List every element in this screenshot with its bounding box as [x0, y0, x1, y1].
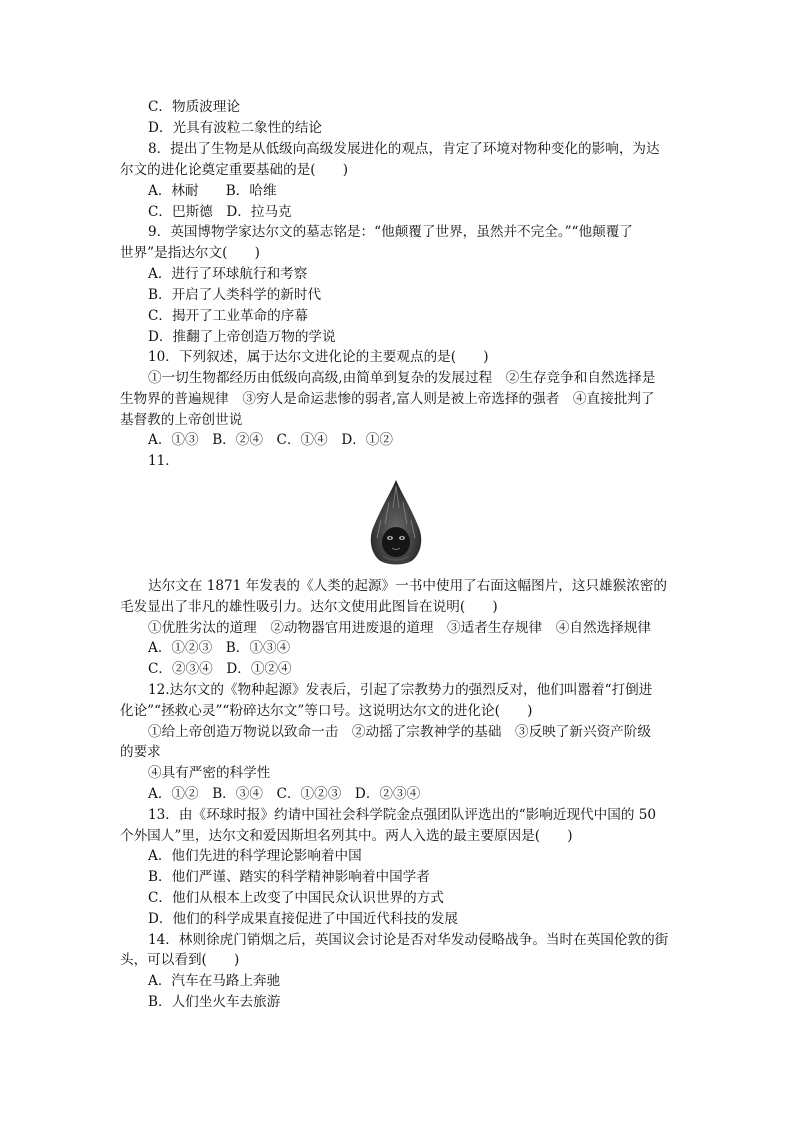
text-line: 个外国人”里，达尔文和爱因斯坦名列其中。两人入选的最主要原因是( ) [120, 828, 573, 844]
question-12-stem: 12.达尔文的《物种起源》发表后，引起了宗教势力的强烈反对，他们叫嚣着“打倒进 [148, 682, 653, 698]
text-line: D．光具有波粒二象性的结论 [148, 120, 323, 136]
question-10-stem: 10．下列叙述，属于达尔文进化论的主要观点的是( ) [148, 349, 489, 365]
text-line: 基督教的上帝创世说 [120, 412, 243, 428]
option-line: C．揭开了工业革命的序幕 [148, 308, 308, 324]
text-line: 世界”是指达尔文( ) [120, 245, 260, 261]
option-line: A．①③ B．②④ C．①④ D．①② [148, 432, 394, 448]
text-line: ①一切生物都经历由低级向高级,由简单到复杂的发展过程 ②生存竞争和自然选择是 [148, 370, 656, 386]
text-line: ①优胜劣汰的道理 ②动物器官用进废退的道理 ③适者生存规律 ④自然选择规律 [148, 620, 651, 636]
text-line: ④具有严密的科学性 [148, 765, 271, 781]
option-line: A．汽车在马路上奔驰 [148, 973, 281, 989]
option-line: B．开启了人类科学的新时代 [148, 287, 322, 303]
question-14-stem: 14．林则徐虎门销烟之后，英国议会讨论是否对华发动侵略战争。当时在英国伦敦的街 [148, 932, 669, 948]
option-line: D．他们的科学成果直接促进了中国近代科技的发展 [148, 911, 458, 927]
option-line: B．人们坐火车去旅游 [148, 994, 281, 1010]
option-line: A．他们先进的科学理论影响着中国 [148, 848, 362, 864]
monkey-image [367, 478, 425, 566]
option-line: C．他们从根本上改变了中国民众认识世界的方式 [148, 890, 444, 906]
text-line: 生物界的普遍规律 ③穷人是命运悲惨的弱者,富人则是被上帝选择的强者 ④直接批判了 [120, 391, 655, 407]
option-line: A．进行了环球航行和考察 [148, 266, 308, 282]
text-line: 的要求 [120, 744, 161, 760]
option-line: D．推翻了上帝创造万物的学说 [148, 329, 336, 345]
text-line: C．物质波理论 [148, 99, 240, 115]
question-11-number: 11． [148, 453, 179, 469]
option-line: A．①②③ B．①③④ [148, 640, 291, 656]
option-line: C．②③④ D．①②④ [148, 661, 292, 677]
text-line: 化论”“拯救心灵”“粉碎达尔文”等口号。这说明达尔文的进化论( ) [120, 703, 533, 719]
question-13-stem: 13．由《环球时报》约请中国社会科学院金点强团队评选出的“影响近现代中国的 50 [148, 807, 657, 823]
option-line: C．巴斯德 D．拉马克 [148, 204, 292, 220]
option-line: A．①② B．③④ C．①②③ D．②③④ [148, 786, 421, 802]
option-line: A．林耐 B．哈维 [148, 183, 277, 199]
option-line: B．他们严谨、踏实的科学精神影响着中国学者 [148, 869, 430, 885]
question-8-stem: 8．提出了生物是从低级向高级发展进化的观点，肯定了环境对物种变化的影响，为达 [148, 141, 660, 157]
text-line: ①给上帝创造万物说以致命一击 ②动摇了宗教神学的基础 ③反映了新兴资产阶级 [148, 724, 651, 740]
text-line: 头，可以看到( ) [120, 952, 240, 968]
question-9-stem: 9．英国博物学家达尔文的墓志铭是：“他颠覆了世界，虽然并不完全。”“他颠覆了 [148, 224, 633, 240]
text-line: 尔文的进化论奠定重要基础的是( ) [120, 162, 349, 178]
text-line: 毛发显出了非凡的雄性吸引力。达尔文使用此图旨在说明( ) [120, 599, 498, 615]
text-line: 达尔文在 1871 年发表的《人类的起源》一书中使用了右面这幅图片，这只雄猴浓密的 [148, 578, 668, 594]
